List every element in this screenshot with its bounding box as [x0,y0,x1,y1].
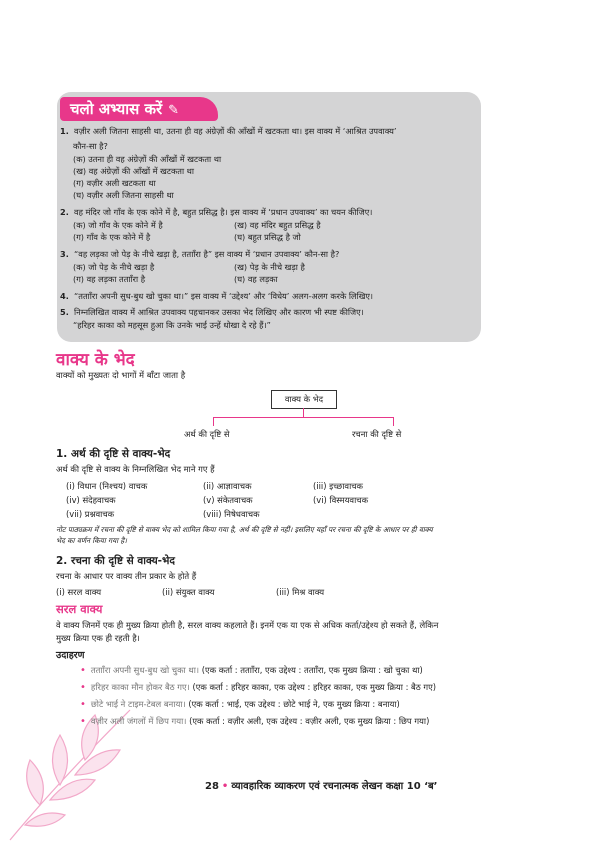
question-number: 3. [60,249,69,259]
question-text: वह मंदिर जो गाँव के एक कोने में है, बहुत प्रसिद्ध है। इस वाक्य में ‘प्रधान उपवाक्य’ का चयन कीजिए। [74,207,373,217]
meaning-item: (i) विधान (निश्चय) वाचक [66,481,148,491]
option: (घ) वज़ीर अली जितना साहसी था [73,190,174,200]
simple-definition: मुख्य क्रिया एक ही रहती है। [56,633,140,643]
option: (ग) वह लड़का ततााँरा है [73,274,146,284]
structure-item: (iii) मिश्र वाक्य [276,587,325,597]
diagram-root-box: वाक्य के भेद [271,390,337,409]
question-number: 4. [60,291,69,301]
question-number: 5. [60,307,69,317]
structure-item: (i) सरल वाक्य [56,587,102,597]
question-text-cont: “हरिहर काका को महसूस हुआ कि उनके भाई उन्हें धोखा दे रहे हैं।” [73,320,271,330]
question-4 [60,291,373,302]
diagram-left-node: अर्थ की दृष्टि से [184,429,230,439]
example-analysis: (एक कर्ता : हरिहर काका, एक उद्देश्य : हरिहर काका, एक मुख्य क्रिया : बैठ गए) [189,682,436,692]
structure-intro: रचना के आधार पर वाक्य तीन प्रकार के होते हैं [56,571,197,581]
option: (घ) वह लड़का [234,274,278,284]
question-2 [60,207,372,218]
option: (क) जो गाँव के एक कोने में है [73,220,163,230]
question-3 [60,249,339,260]
question-text: निम्नलिखित वाक्य में आश्रित उपवाक्य पहचानकर उसका भेद लिखिए और कारण भी स्पष्ट कीजिए। [74,307,364,317]
question-5 [60,307,364,318]
example-item [80,715,429,728]
question-text: “ततााँरा अपनी सुध-बुध खो चुका था।” इस वाक्य में ‘उद्देश्य’ और ‘विधेय’ अलग-अलग करके लिखिए। [74,291,374,301]
practice-banner [60,97,218,121]
example-item [80,664,423,677]
note-line: नोट पाठ्यक्रम में रचना की दृष्टि से वाक्य भेद को शामिल किया गया है, अर्थ की दृष्टि से नहीं। इसलिए यहाँ पर रचना की दृष्टि के आधार पर ही वाक्य [56,525,433,534]
question-text: “वह लड़का जो पेड़ के नीचे खड़ा है, ततााँरा है” इस वाक्य में ‘प्रधान उपवाक्य’ कौन-सा है? [74,249,340,259]
diagram-connector [213,417,214,426]
structure-item: (ii) संयुक्त वाक्य [162,587,215,597]
pen-nib-icon: ✎ [168,103,180,118]
structure-title: 2. रचना की दृष्टि से वाक्य-भेद [56,555,175,567]
meaning-item: (ii) आज्ञावाचक [203,481,252,491]
note-line: भेद का वर्णन किया गया है। [56,536,127,545]
option: (घ) बहुत प्रसिद्ध है जो [234,232,301,242]
section-title: वाक्य के भेद [56,350,135,370]
question-text-cont: कौन-सा है? [73,141,108,151]
meaning-item: (v) संकेतवाचक [203,495,253,505]
meaning-item: (viii) निषेधवाचक [203,509,260,519]
example-sentence: हरिहर काका मौन होकर बैठ गए। [90,682,190,692]
bullet-icon: • [80,682,86,693]
diagram-right-node: रचना की दृष्टि से [352,429,402,439]
example-analysis: (एक कर्ता : भाई, एक उद्देश्य : छोटे भाई ने, एक मुख्य क्रिया : बनाया) [185,699,400,709]
meaning-item: (vii) प्रश्नवाचक [66,509,115,519]
book-title: व्यावहारिक व्याकरण एवं रचनात्मक लेखन कक्षा 10 ‘ब’ [231,781,438,792]
meaning-item: (iv) संदेहवाचक [66,495,116,505]
option: (ग) गाँव के एक कोने में है [73,232,151,242]
bullet-icon: • [221,781,229,792]
meaning-item: (iii) इच्छावाचक [313,481,363,491]
question-number: 2. [60,207,69,217]
question-number: 1. [60,126,69,136]
bullet-icon: • [80,699,86,710]
practice-banner-label: चलो अभ्यास करें [70,100,163,118]
question-1 [60,126,397,137]
bullet-icon: • [80,665,86,676]
example-sentence: ततााँरा अपनी सुध-बुध खो चुका था। [90,665,200,675]
example-title: उदाहरण [56,650,85,661]
option: (क) उतना ही वह अंग्रेज़ों की आँखों में खटकता था [73,154,222,164]
example-analysis: (एक कर्ता : वज़ीर अली, एक उद्देश्य : वज़ीर अली, एक मुख्य क्रिया : छिप गया) [186,716,430,726]
leaf-decoration-icon [0,690,150,849]
diagram-connector [393,417,394,426]
example-item [80,698,400,711]
diagram-connector [213,417,394,418]
example-analysis: (एक कर्ता : ततााँरा, एक उद्देश्य : ततााँरा, एक मुख्य क्रिया : खो चुका था) [199,665,423,675]
option: (क) जो पेड़ के नीचे खड़ा है [73,262,155,272]
example-sentence: वज़ीर अली जंगलों में छिप गया। [90,716,187,726]
section-intro: वाक्यों को मुख्यतः दो भागों में बाँटा जाता है [56,370,186,380]
option: (ख) वह मंदिर बहुत प्रसिद्ध है [234,220,321,230]
option: (ख) पेड़ के नीचे खड़ा है [234,262,305,272]
bullet-icon: • [80,716,86,727]
option: (ख) वह अंग्रेज़ों की आँखों में खटकता था [73,166,195,176]
question-text: वज़ीर अली जितना साहसी था, उतना ही वह अंग्रेज़ों की आँखों में खटकता था। इस वाक्य में ‘आश्रित उपवाक्य’ [74,126,397,136]
diagram-connector [303,408,304,417]
page-number: 28 [205,781,219,792]
page-footer [205,778,437,792]
option: (ग) वज़ीर अली खटकता था [73,178,156,188]
simple-definition: वे वाक्य जिनमें एक ही मुख्य क्रिया होती है, सरल वाक्य कहलाते हैं। इनमें एक या एक से अधिक कर्ता/उद्देश्य हो सकते हैं, लेकिन [56,620,439,630]
meaning-intro: अर्थ की दृष्टि से वाक्य के निम्नलिखित भेद माने गए हैं [56,464,215,474]
meaning-title: 1. अर्थ की दृष्टि से वाक्य-भेद [56,448,171,460]
example-item [80,681,436,694]
example-sentence: छोटे भाई ने टाइम-टेबल बनाया। [90,699,186,709]
simple-title: सरल वाक्य [56,602,103,616]
meaning-item: (vi) विस्मयवाचक [313,495,369,505]
